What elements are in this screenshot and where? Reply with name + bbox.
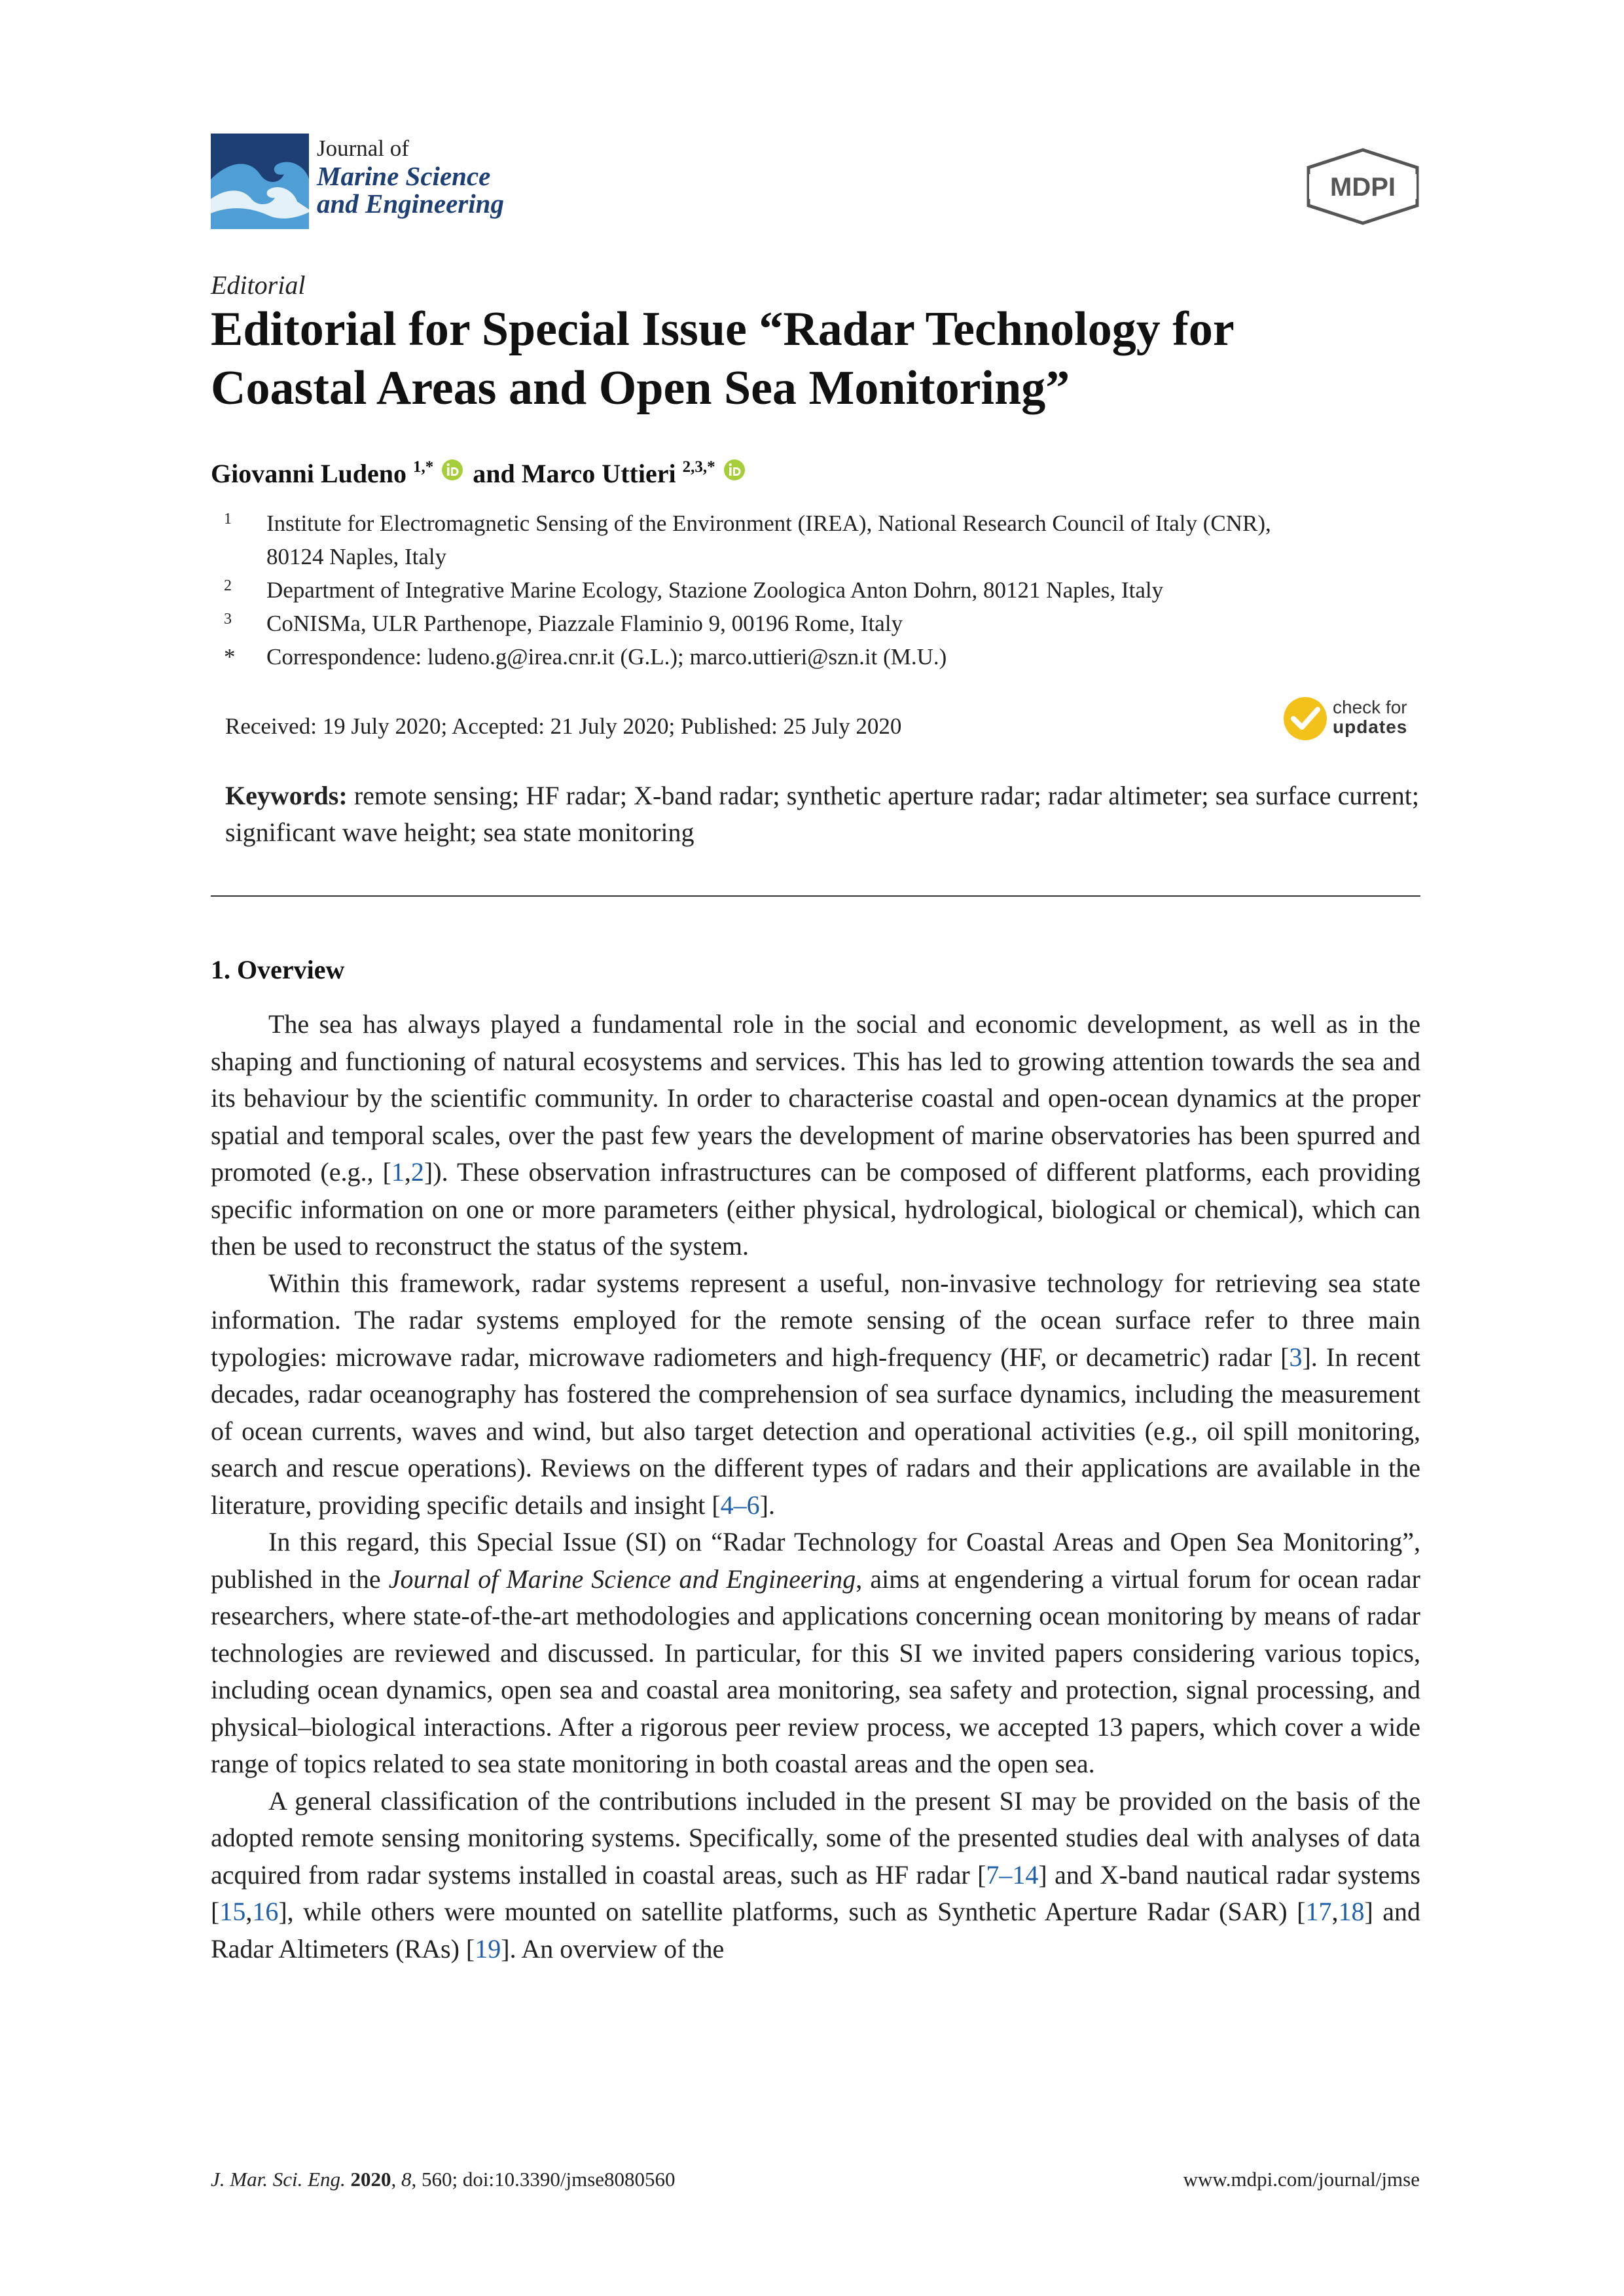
citation-link[interactable]: 2 bbox=[410, 1157, 424, 1187]
footer-citation: J. Mar. Sci. Eng. 2020, 8, 560; doi:10.3390/jmse8080560 bbox=[211, 2168, 676, 2191]
affiliation-text: CoNISMa, ULR Parthenope, Piazzale Flaminio 9, 00196 Rome, Italy bbox=[266, 611, 903, 636]
author-list bbox=[211, 458, 748, 489]
keywords-text: remote sensing; HF radar; X-band radar; synthetic aperture radar; radar altimeter; sea surface current; significant wave height; sea state monitoring bbox=[225, 781, 1419, 847]
affiliation-text-continued: 80124 Naples, Italy bbox=[266, 544, 447, 569]
citation-link[interactable]: 19 bbox=[475, 1933, 501, 1964]
article-type: Editorial bbox=[211, 270, 306, 300]
footer-year: 2020 bbox=[350, 2168, 391, 2191]
text-run: In this regard, this Special Issue (SI) on “Radar Technology for Coastal Areas and Open Sea Monitoring”, published in the bbox=[211, 1527, 1420, 1594]
citation-link[interactable]: 7–14 bbox=[986, 1859, 1039, 1890]
author-affiliation-marker: 2,3,* bbox=[682, 458, 715, 476]
mdpi-logo-icon bbox=[1305, 148, 1420, 225]
paragraph bbox=[211, 1783, 1420, 1968]
section-heading: 1. Overview bbox=[211, 955, 345, 984]
affiliation-item bbox=[211, 573, 1428, 607]
orcid-icon[interactable] bbox=[723, 459, 746, 481]
citation-link[interactable]: 15 bbox=[219, 1897, 246, 1926]
body-text bbox=[211, 1006, 1420, 1967]
journal-logo bbox=[211, 134, 551, 232]
article-title bbox=[211, 300, 1422, 418]
author-conjunction: and bbox=[473, 459, 515, 488]
publisher-name: MDPI bbox=[1330, 173, 1396, 202]
check-updates-label bbox=[1333, 698, 1407, 737]
text-run: ]. An overview of the bbox=[501, 1933, 725, 1964]
title-line-1: Editorial for Special Issue “Radar Technology for bbox=[211, 302, 1235, 356]
text-run: ]. In recent decades, radar oceanography has fostered the comprehension of sea surface dynamics, including the measurement of ocean currents, waves and wind, but also target detection and operational activities (e.g., oil spill monitoring, search and rescue operations). Reviews on the different types of radars and their applications are available in the literature, providing specific details and insight [ bbox=[211, 1342, 1420, 1520]
text-run: Within this framework, radar systems represent a useful, non-invasive technology for retrieving sea state information. The radar systems employed for the remote sensing of the ocean surface refer to three main typologies: microwave radar, microwave radiometers and high-frequency (HF, or decametric) radar [ bbox=[211, 1268, 1420, 1372]
citation-link[interactable]: 18 bbox=[1338, 1897, 1365, 1926]
text-run: , aims at engendering a virtual forum for ocean radar researchers, where state-of-the-art methodologies and applications concerning ocean monitoring by means of radar technologies are reviewed and discussed. In particular, for this SI we invited papers considering various topics, including ocean dynamics, open sea and coastal area monitoring, sea safety and protection, signal processing, and physical–biological interactions. After a rigorous peer review process, we accepted 13 papers, which cover a wide range of topics related to sea state monitoring in both coastal areas and the open sea. bbox=[211, 1564, 1421, 1778]
correspondence-marker: * bbox=[224, 644, 236, 670]
correspondence-text[interactable]: Correspondence: ludeno.g@irea.cnr.it (G.L.); marco.uttieri@szn.it (M.U.) bbox=[266, 644, 947, 670]
text-run: ] and X-band nautical radar systems [ bbox=[211, 1859, 1420, 1926]
text-run: ]). These observation infrastructures can be composed of different platforms, each providing specific information on one or more parameters (either physical, hydrological, biological or chemical), which can then be used to reconstruct the status of the system. bbox=[211, 1157, 1420, 1261]
text-run: , bbox=[404, 1157, 411, 1187]
affiliation-item bbox=[211, 507, 1428, 573]
citation-link[interactable]: 17 bbox=[1305, 1897, 1332, 1926]
journal-name-line1: Journal of bbox=[317, 135, 409, 161]
affiliation-number: 3 bbox=[224, 611, 232, 628]
affiliation-text: Institute for Electromagnetic Sensing of the Environment (IREA), National Research Council of Italy (CNR), bbox=[266, 511, 1271, 536]
citation-link[interactable]: 3 bbox=[1289, 1342, 1303, 1372]
title-line-2: Coastal Areas and Open Sea Monitoring” bbox=[211, 361, 1070, 415]
check-for-updates-badge[interactable] bbox=[1282, 695, 1432, 744]
affiliation-list bbox=[211, 507, 1428, 673]
affiliation-text: Department of Integrative Marine Ecology, Stazione Zoologica Anton Dohrn, 80121 Naples, Italy bbox=[266, 577, 1164, 603]
publication-dates: Received: 19 July 2020; Accepted: 21 July 2020; Published: 25 July 2020 bbox=[225, 713, 902, 739]
affiliation-number: 2 bbox=[224, 577, 232, 594]
section-divider bbox=[211, 895, 1420, 897]
affiliation-number: 1 bbox=[224, 511, 232, 528]
journal-name-line3: and Engineering bbox=[317, 188, 504, 219]
author-name[interactable]: Giovanni Ludeno bbox=[211, 459, 407, 488]
keywords-label: Keywords: bbox=[225, 781, 348, 810]
text-run: , bbox=[1331, 1897, 1339, 1926]
journal-name bbox=[317, 135, 504, 217]
wave-logo-icon bbox=[211, 134, 309, 229]
citation-link[interactable]: 1 bbox=[391, 1157, 405, 1187]
correspondence-item bbox=[211, 640, 1428, 673]
journal-name-line2: Marine Science bbox=[317, 161, 491, 191]
footer-journal-abbrev: J. Mar. Sci. Eng. bbox=[211, 2168, 346, 2191]
text-run: ] and Radar Altimeters (RAs) [ bbox=[211, 1897, 1420, 1964]
footer-doi: , 560; doi:10.3390/jmse8080560 bbox=[411, 2168, 676, 2191]
text-run: The sea has always played a fundamental role in the social and economic development, as well as in the shaping and functioning of natural ecosystems and services. This has led to growing attention towards the sea and its behaviour by the scientific community. In order to characterise coastal and open-ocean dynamics at the proper spatial and temporal scales, over the past few years the development of marine observatories has been spurred and promoted (e.g., [ bbox=[211, 1009, 1420, 1187]
text-run: ]. bbox=[759, 1490, 775, 1520]
paragraph bbox=[211, 1006, 1420, 1265]
citation-link[interactable]: 4–6 bbox=[720, 1490, 760, 1520]
check-updates-icon bbox=[1282, 695, 1329, 742]
check-updates-line2: updates bbox=[1333, 717, 1408, 737]
text-run: ], while others were mounted on satellite platforms, such as Synthetic Aperture Radar (SAR) [ bbox=[278, 1897, 1306, 1926]
orcid-icon[interactable] bbox=[441, 459, 463, 481]
journal-title-inline: Journal of Marine Science and Engineering bbox=[388, 1564, 856, 1594]
author-affiliation-marker: 1,* bbox=[413, 458, 434, 476]
text-run: A general classification of the contributions included in the present SI may be provided on the basis of the adopted remote sensing monitoring systems. Specifically, some of the presented studies deal with analyses of data acquired from radar systems installed in coastal areas, such as HF radar [ bbox=[211, 1785, 1420, 1890]
paragraph bbox=[211, 1265, 1420, 1524]
keywords bbox=[225, 778, 1419, 851]
footer-volume: 8 bbox=[401, 2168, 412, 2191]
citation-link[interactable]: 16 bbox=[252, 1897, 279, 1926]
text-run: , bbox=[245, 1897, 253, 1926]
footer-url[interactable]: www.mdpi.com/journal/jmse bbox=[1183, 2168, 1420, 2191]
paragraph bbox=[211, 1524, 1420, 1783]
check-updates-line1: check for bbox=[1333, 697, 1407, 717]
affiliation-item bbox=[211, 607, 1428, 640]
author-name[interactable]: Marco Uttieri bbox=[521, 459, 676, 488]
